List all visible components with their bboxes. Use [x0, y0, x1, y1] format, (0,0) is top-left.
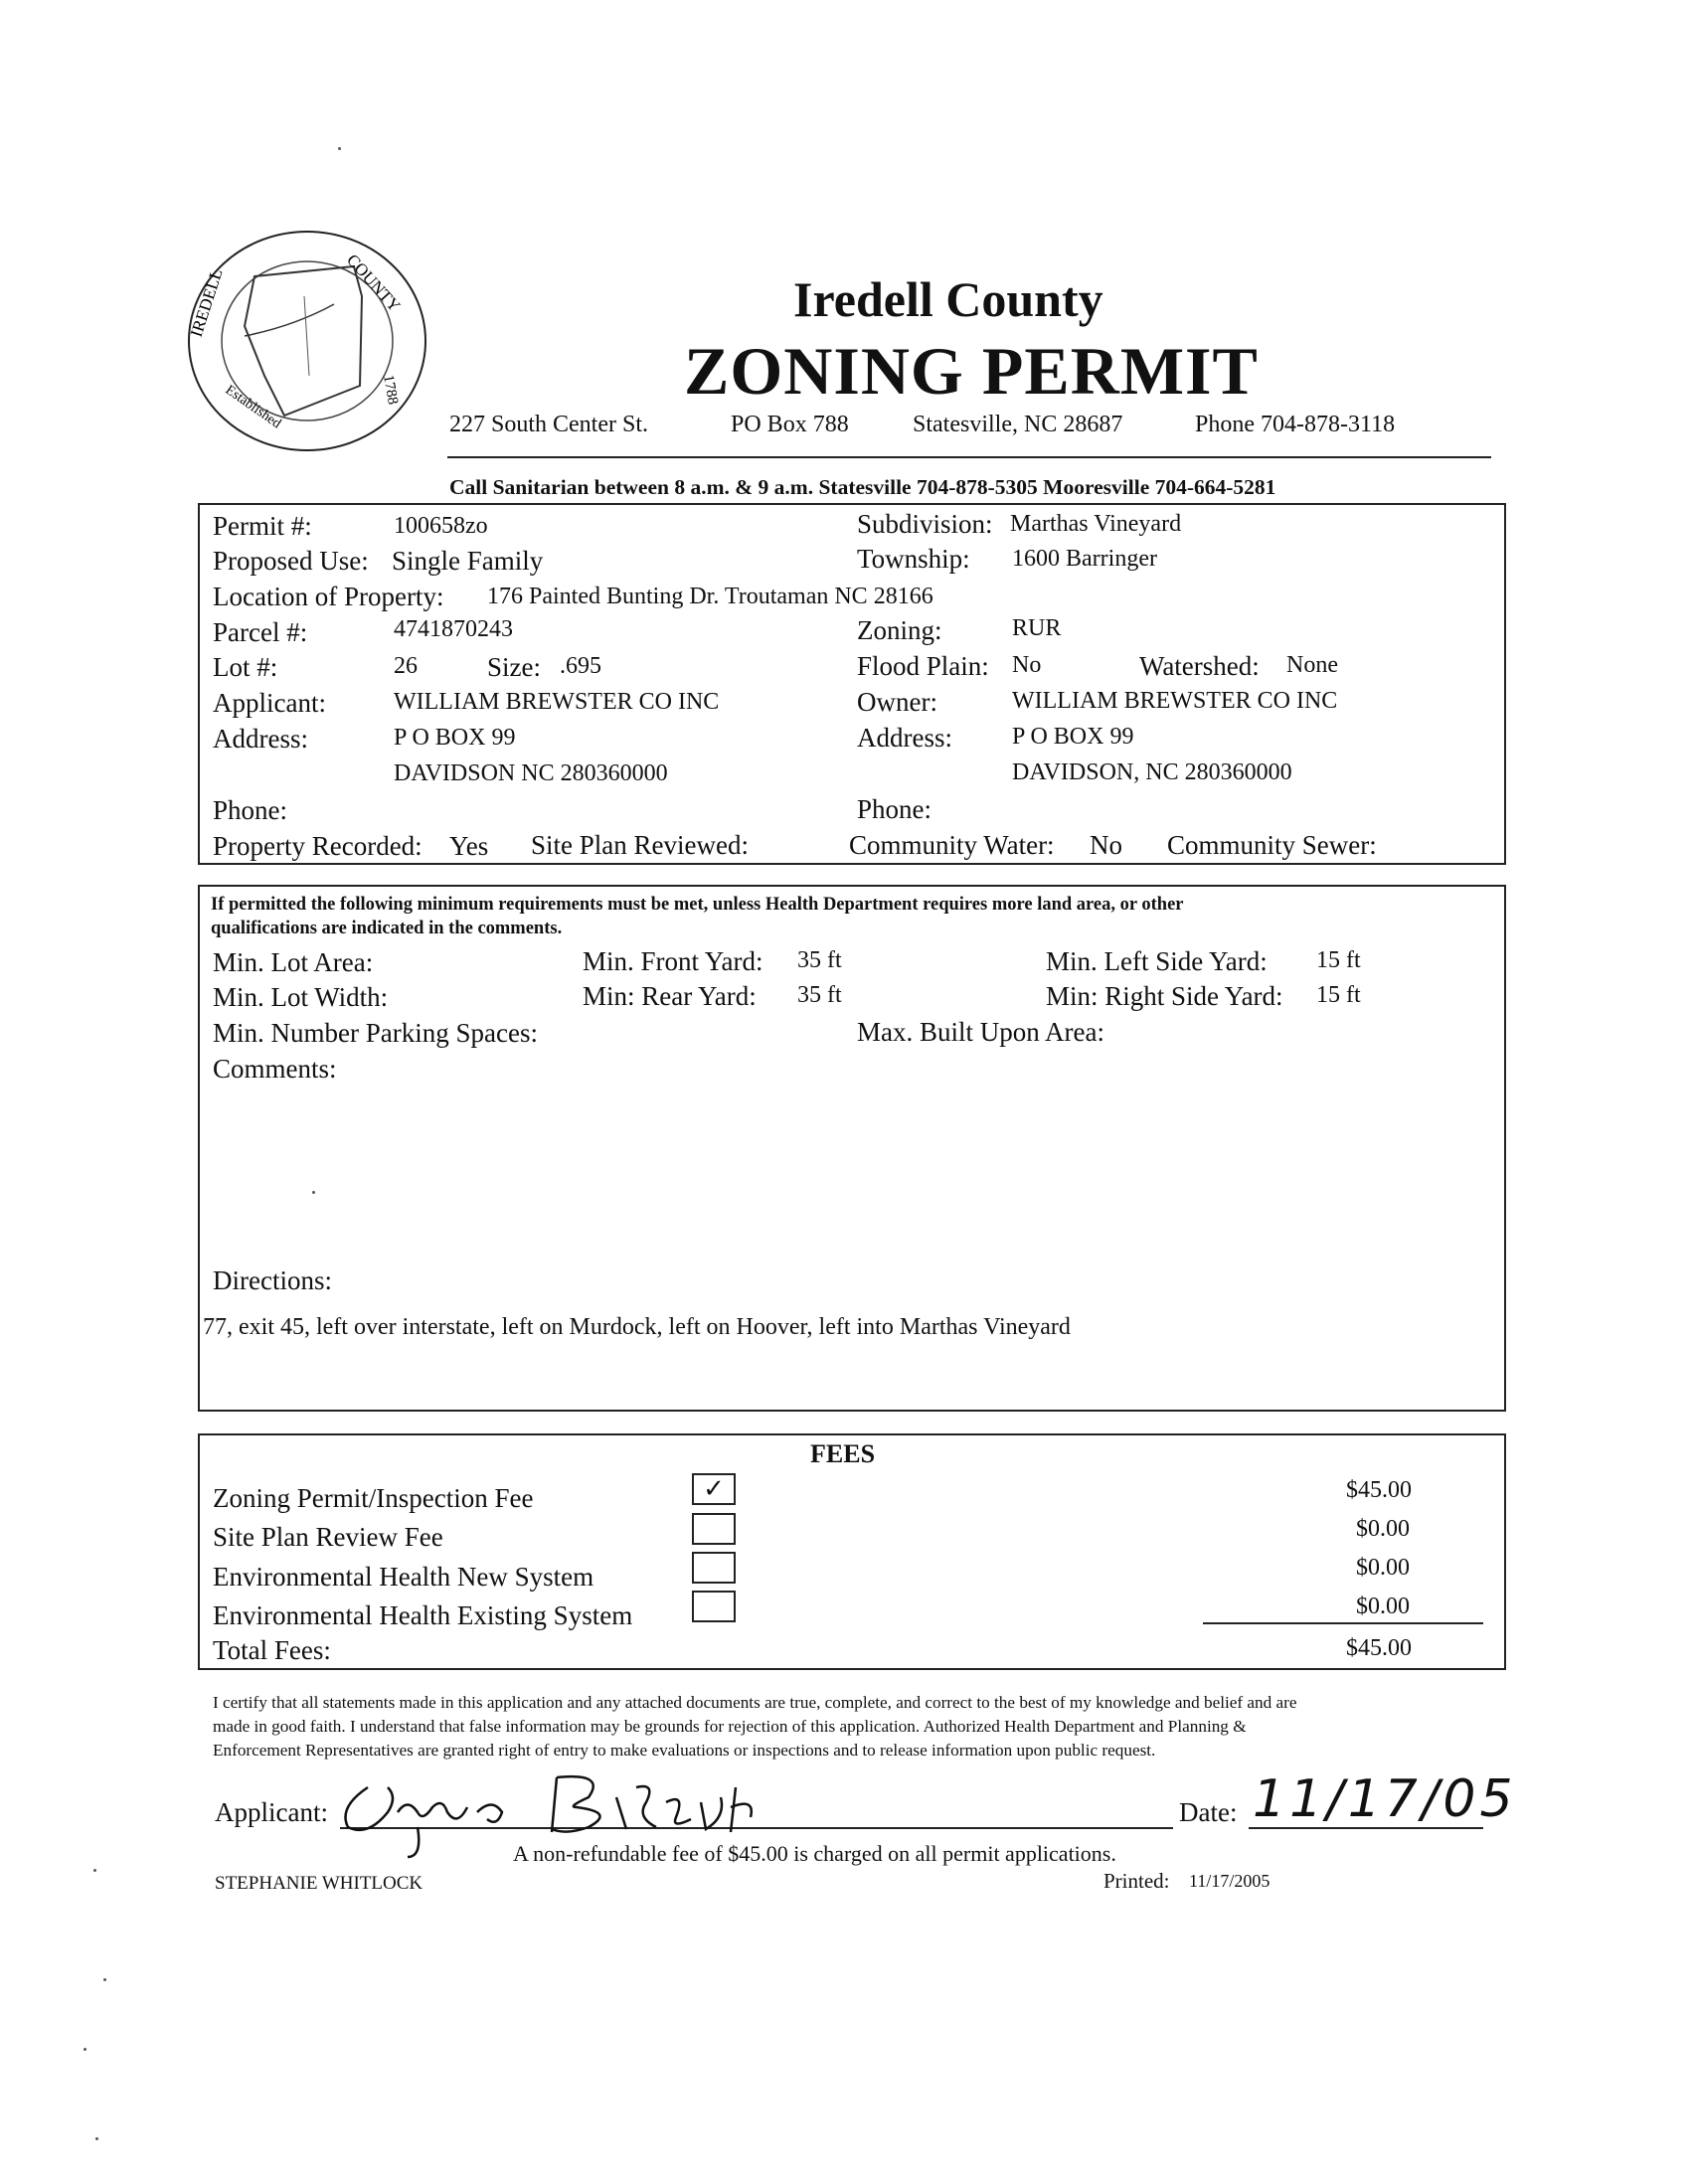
header-phone: Phone 704-878-3118	[1195, 412, 1396, 437]
fee-amount-eh-new: $0.00	[1356, 1555, 1410, 1581]
location-label: Location of Property:	[213, 582, 444, 611]
watershed-label: Watershed:	[1139, 651, 1260, 681]
fee-label-site-plan: Site Plan Review Fee	[213, 1522, 443, 1552]
svg-text:IREDELL: IREDELL	[186, 266, 227, 340]
property-recorded-value: Yes	[449, 831, 489, 861]
zoning-value: RUR	[1012, 615, 1062, 641]
applicant-signature-label: Applicant:	[215, 1797, 328, 1827]
certification-line2: made in good faith. I understand that false information may be grounds for rejection of this application. Authorized Health Department and Planning &	[213, 1717, 1247, 1736]
site-plan-reviewed-label: Site Plan Reviewed:	[531, 830, 749, 860]
requirements-intro-line1: If permitted the following minimum requirements must be met, unless Health Department requires more land area, or other	[211, 895, 1184, 915]
printed-label: Printed:	[1103, 1869, 1170, 1893]
fee-note: A non-refundable fee of $45.00 is charged on all permit applications.	[513, 1841, 1116, 1866]
township-value: 1600 Barringer	[1012, 546, 1157, 572]
applicant-address-line1: P O BOX 99	[394, 725, 516, 751]
fee-checkbox-zoning[interactable]: ✓	[692, 1473, 736, 1505]
min-lot-area-label: Min. Lot Area:	[213, 947, 374, 977]
owner-phone-label: Phone:	[857, 794, 932, 824]
proposed-use-label: Proposed Use:	[213, 546, 369, 576]
fee-amount-site-plan: $0.00	[1356, 1516, 1410, 1542]
fee-checkbox-eh-existing[interactable]	[692, 1591, 736, 1622]
parcel-value: 4741870243	[394, 616, 513, 642]
min-front-yard-value: 35 ft	[797, 947, 842, 973]
header-city: Statesville, NC 28687	[913, 412, 1123, 437]
county-seal	[185, 227, 429, 455]
township-label: Township:	[857, 544, 970, 574]
max-built-upon-label: Max. Built Upon Area:	[857, 1017, 1104, 1047]
svg-text:COUNTY: COUNTY	[343, 250, 405, 316]
proposed-use-value: Single Family	[392, 546, 544, 576]
svg-text:1788: 1788	[380, 373, 402, 407]
scan-speck	[95, 2137, 98, 2140]
size-label: Size:	[487, 652, 541, 682]
min-front-yard-label: Min. Front Yard:	[583, 946, 763, 976]
applicant-label: Applicant:	[213, 688, 326, 718]
property-recorded-label: Property Recorded:	[213, 831, 423, 861]
size-value: .695	[560, 653, 601, 679]
min-left-side-label: Min. Left Side Yard:	[1046, 946, 1268, 976]
requirements-intro-line2: qualifications are indicated in the comments.	[211, 919, 563, 938]
permit-number-value: 100658zo	[394, 513, 488, 539]
directions-label: Directions:	[213, 1265, 332, 1295]
min-parking-label: Min. Number Parking Spaces:	[213, 1018, 538, 1048]
header-pobox: PO Box 788	[731, 412, 849, 437]
min-rear-yard-value: 35 ft	[797, 982, 842, 1008]
svg-text:Established: Established	[222, 382, 284, 432]
flood-plain-label: Flood Plain:	[857, 651, 989, 681]
fee-checkbox-eh-new[interactable]	[692, 1552, 736, 1584]
applicant-phone-label: Phone:	[213, 795, 288, 825]
owner-address-line1: P O BOX 99	[1012, 724, 1134, 750]
lot-value: 26	[394, 653, 418, 679]
certification-line3: Enforcement Representatives are granted right of entry to make evaluations or inspections and to release information upon public request.	[213, 1741, 1156, 1760]
subdivision-value: Marthas Vineyard	[1010, 511, 1182, 537]
scan-speck	[84, 2048, 86, 2051]
total-fees-label: Total Fees:	[213, 1635, 331, 1665]
min-right-side-label: Min: Right Side Yard:	[1046, 981, 1283, 1011]
owner-address-line2: DAVIDSON, NC 280360000	[1012, 759, 1292, 785]
page-title: ZONING PERMIT	[684, 333, 1259, 409]
comments-label: Comments:	[213, 1054, 337, 1084]
fee-amount-zoning: $45.00	[1346, 1477, 1412, 1503]
printed-date: 11/17/2005	[1189, 1871, 1270, 1891]
scan-speck	[93, 1869, 96, 1872]
handwritten-date: 11/17/05	[1253, 1769, 1517, 1829]
fee-label-eh-new: Environmental Health New System	[213, 1562, 594, 1592]
flood-plain-value: No	[1012, 652, 1042, 678]
applicant-address-line2: DAVIDSON NC 280360000	[394, 760, 668, 786]
min-left-side-value: 15 ft	[1316, 947, 1361, 973]
scan-speck	[103, 1978, 106, 1981]
certification-line1: I certify that all statements made in this application and any attached documents are true, complete, and correct to the best of my knowledge and belief and are	[213, 1693, 1297, 1712]
location-value: 176 Painted Bunting Dr. Troutaman NC 28166	[487, 584, 933, 609]
fees-total-rule	[1203, 1622, 1483, 1624]
owner-label: Owner:	[857, 687, 937, 717]
sanitarian-note: Call Sanitarian between 8 a.m. & 9 a.m. Statesville 704-878-5305 Mooresville 704-664-5281	[449, 475, 1276, 499]
owner-value: WILLIAM BREWSTER CO INC	[1012, 688, 1338, 714]
directions-value: 77, exit 45, left over interstate, left on Murdock, left on Hoover, left into Marthas Vineyard	[203, 1314, 1071, 1340]
scan-speck	[338, 147, 341, 150]
min-rear-yard-label: Min: Rear Yard:	[583, 981, 757, 1011]
fees-title: FEES	[810, 1439, 876, 1468]
applicant-address-label: Address:	[213, 724, 308, 754]
subdivision-label: Subdivision:	[857, 509, 993, 539]
parcel-label: Parcel #:	[213, 617, 308, 647]
zoning-label: Zoning:	[857, 615, 942, 645]
min-right-side-value: 15 ft	[1316, 982, 1361, 1008]
watershed-value: None	[1286, 652, 1338, 678]
community-water-label: Community Water:	[849, 830, 1055, 860]
fee-label-eh-existing: Environmental Health Existing System	[213, 1600, 633, 1630]
fee-checkbox-site-plan[interactable]	[692, 1513, 736, 1545]
owner-address-label: Address:	[857, 723, 952, 753]
scan-speck	[312, 1191, 315, 1194]
prepared-by: STEPHANIE WHITLOCK	[215, 1873, 424, 1894]
date-label: Date:	[1179, 1797, 1238, 1827]
applicant-value: WILLIAM BREWSTER CO INC	[394, 689, 720, 715]
community-sewer-label: Community Sewer:	[1167, 830, 1377, 860]
fee-label-zoning: Zoning Permit/Inspection Fee	[213, 1483, 534, 1513]
permit-number-label: Permit #:	[213, 511, 312, 541]
fee-amount-eh-existing: $0.00	[1356, 1594, 1410, 1619]
community-water-value: No	[1090, 830, 1122, 860]
header-divider	[447, 456, 1491, 458]
total-fees-value: $45.00	[1346, 1635, 1412, 1661]
header-address: 227 South Center St.	[449, 412, 649, 437]
county-name: Iredell County	[793, 271, 1103, 327]
lot-label: Lot #:	[213, 652, 278, 682]
min-lot-width-label: Min. Lot Width:	[213, 982, 389, 1012]
